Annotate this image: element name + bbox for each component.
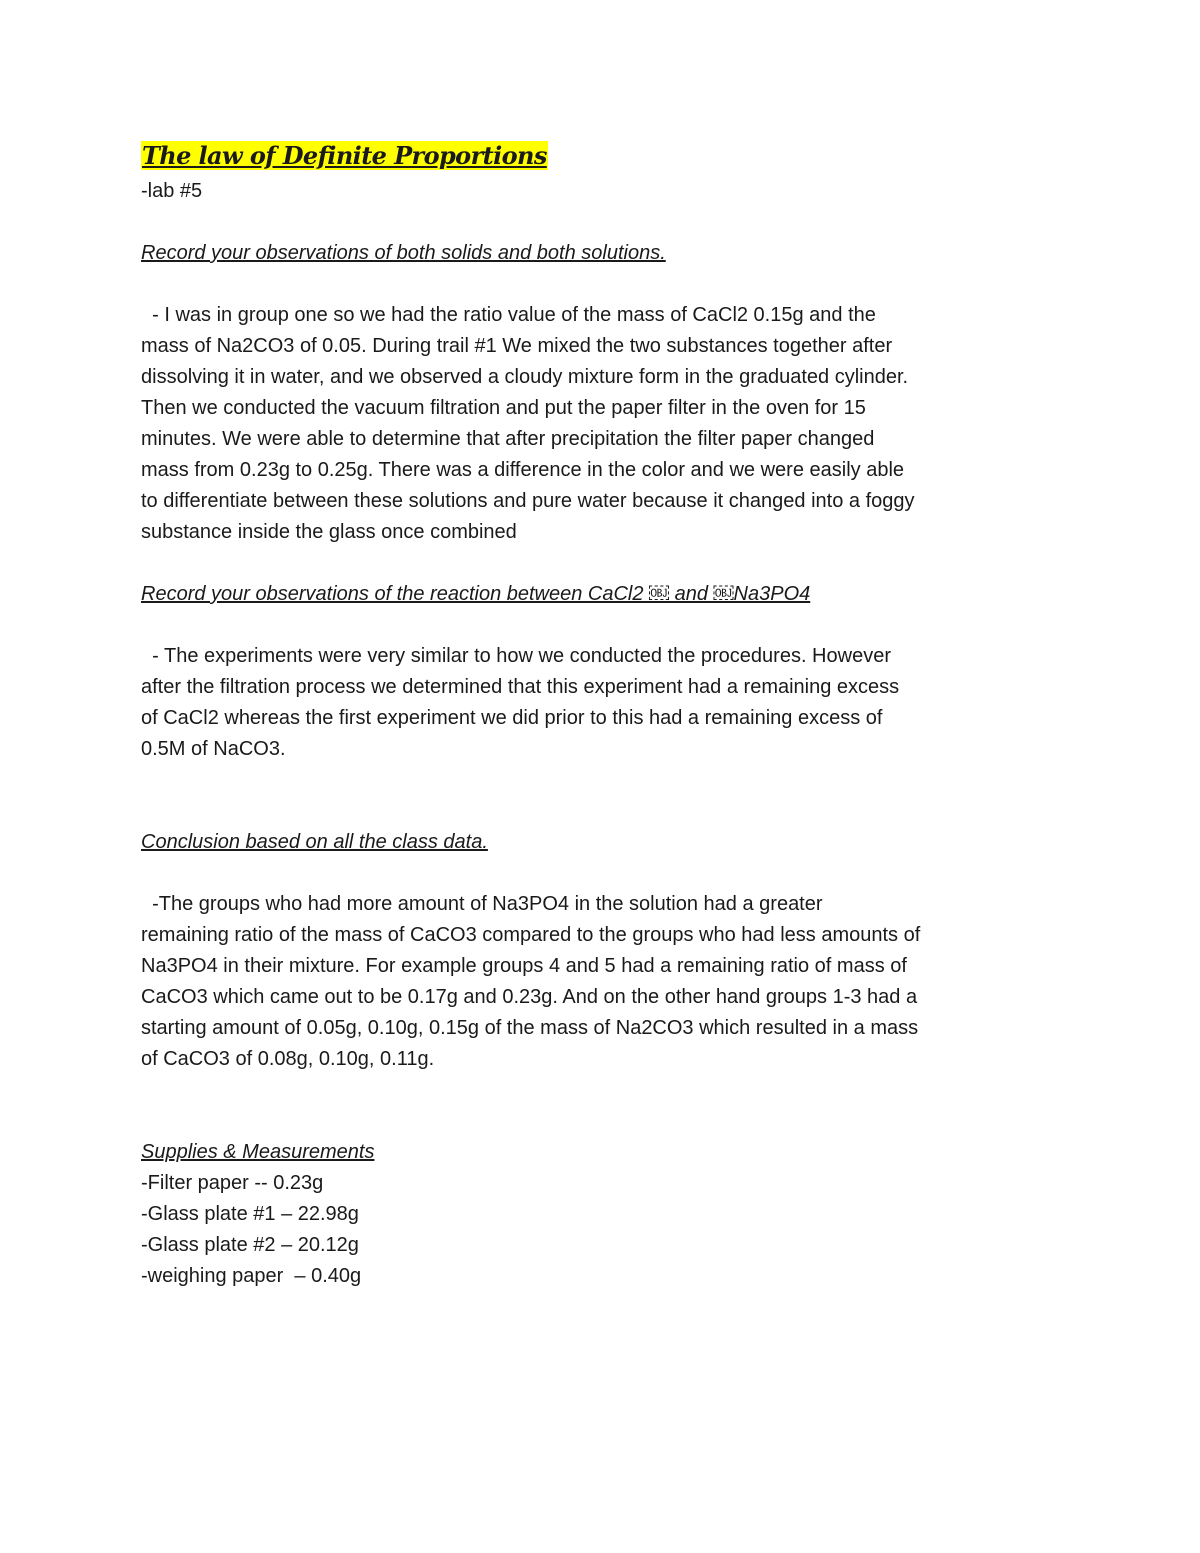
supply-item: -Glass plate #1 – 22.98g: [141, 1203, 359, 1225]
paragraph-line: Na3PO4 in their mixture. For example groups 4 and 5 had a remaining ratio of mass of: [141, 955, 907, 977]
section-heading-observations-solids: Record your observations of both solids and both solutions.: [141, 242, 666, 264]
section-heading-conclusion: Conclusion based on all the class data.: [141, 831, 488, 853]
document-page: [141, 136, 1071, 1292]
paragraph-line: after the filtration process we determined that this experiment had a remaining excess: [141, 676, 900, 698]
supply-item: -Filter paper -- 0.23g: [141, 1172, 324, 1194]
paragraph-line: -The groups who had more amount of Na3PO4 in the solution had a greater: [141, 893, 823, 915]
paragraph-line: mass from 0.23g to 0.25g. There was a difference in the color and we were easily able: [141, 459, 905, 481]
paragraph-line: of CaCl2 whereas the first experiment we did prior to this had a remaining excess of: [141, 707, 883, 729]
paragraph-line: of CaCO3 of 0.08g, 0.10g, 0.11g.: [141, 1048, 435, 1070]
paragraph-line: Then we conducted the vacuum filtration and put the paper filter in the oven for 15: [141, 397, 866, 419]
section-body-conclusion: [141, 889, 1071, 1075]
supply-item: -Glass plate #2 – 20.12g: [141, 1234, 359, 1256]
section-heading-reaction: Record your observations of the reaction between CaCl2 ￼ and ￼Na3PO4: [141, 583, 811, 605]
paragraph-line: starting amount of 0.05g, 0.10g, 0.15g of the mass of Na2CO3 which resulted in a mass: [141, 1017, 919, 1039]
title-highlight: The law of Definite Proportions: [142, 141, 547, 170]
supply-item: -weighing paper – 0.40g: [141, 1265, 362, 1287]
paragraph-line: remaining ratio of the mass of CaCO3 compared to the groups who had less amounts of: [141, 924, 921, 946]
paragraph-line: - I was in group one so we had the ratio value of the mass of CaCl2 0.15g and the: [141, 304, 876, 326]
section-body-observations-solids: [141, 300, 1071, 548]
document-title: [141, 136, 1071, 176]
paragraph-line: - The experiments were very similar to how we conducted the procedures. However: [141, 645, 891, 667]
paragraph-line: dissolving it in water, and we observed a cloudy mixture form in the graduated cylinder.: [141, 366, 909, 388]
section-heading-supplies: Supplies & Measurements: [141, 1141, 375, 1163]
paragraph-line: CaCO3 which came out to be 0.17g and 0.23g. And on the other hand groups 1-3 had a: [141, 986, 918, 1008]
paragraph-line: minutes. We were able to determine that after precipitation the filter paper changed: [141, 428, 875, 450]
paragraph-line: to differentiate between these solutions and pure water because it changed into a foggy: [141, 490, 915, 512]
section-body-reaction: [141, 641, 1071, 765]
paragraph-line: 0.5M of NaCO3.: [141, 738, 286, 760]
paragraph-line: mass of Na2CO3 of 0.05. During trail #1 We mixed the two substances together after: [141, 335, 893, 357]
lab-number: -lab #5: [141, 180, 203, 202]
paragraph-line: substance inside the glass once combined: [141, 521, 517, 543]
supplies-list: [141, 1168, 1071, 1292]
